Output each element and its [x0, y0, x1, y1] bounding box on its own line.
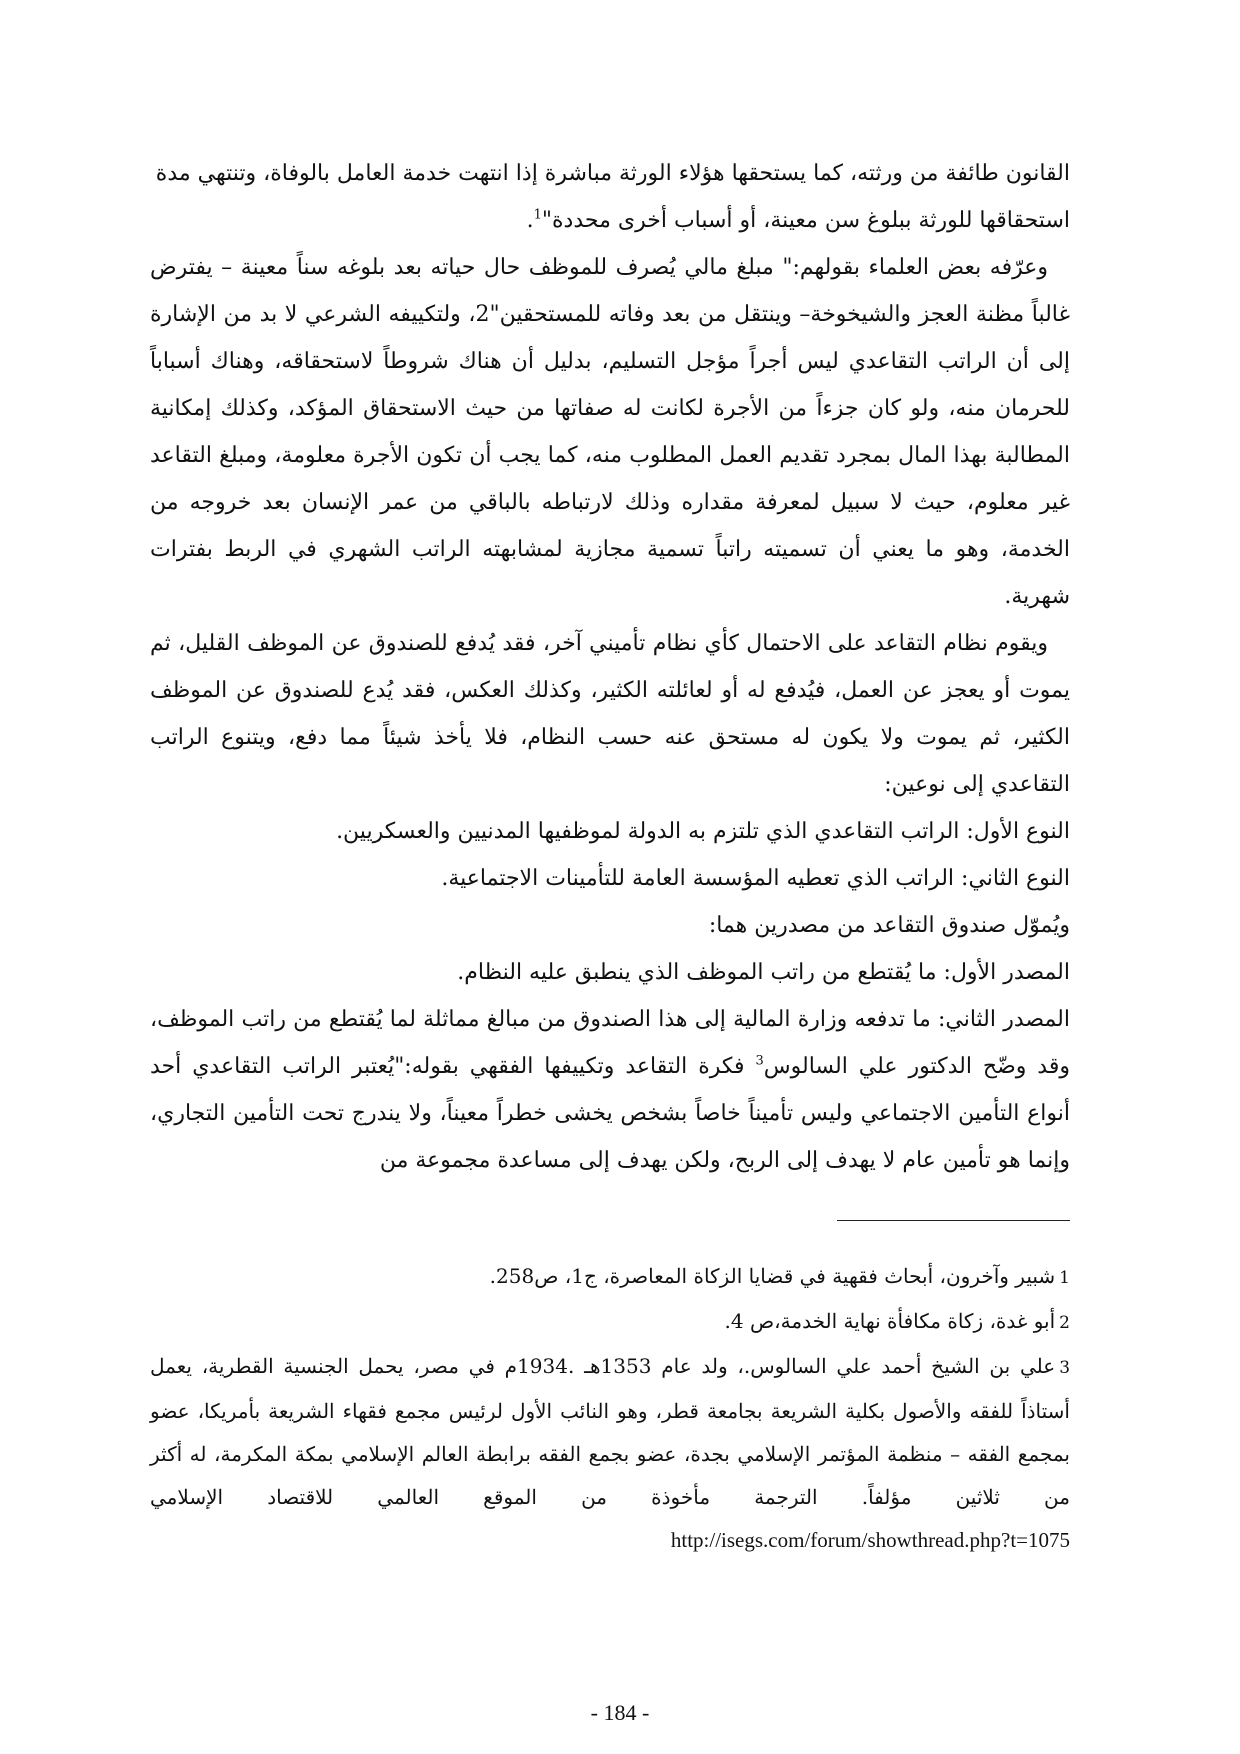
footnote-1	[150, 1255, 1070, 1300]
funding-sources: ويُموّل صندوق التقاعد من مصدرين هما:	[708, 913, 1070, 938]
footnote-3-text: علي بن الشيخ أحمد علي السالوس.، ولد عام 1353هـ .1934م في مصر، يحمل الجنسية القطرية، يعمل أستاذاً للفقه والأصول بكلية الشريعة بجامعة قطر، وهو النائب الأول لرئيس مجمع فقهاء الشريعة بأمريكا، عضو بمجمع الفقه – منظمة المؤتمر الإسلامي بجدة، عضو بجمع الفقه برابطة العالم الإسلامي بمكة المكرمة، له أكثر من ثلاثين مؤلفاً. الترجمة مأخوذة من الموقع العالمي للاقتصاد الإسلامي	[150, 1354, 1070, 1509]
footnote-2	[150, 1300, 1070, 1345]
source-two-text-a: المصدر الثاني: ما تدفعه وزارة المالية إلى هذا الصندوق من مبالغ مماثلة لما يُقتطع من راتب الموظف، وقد وضّح الدكتور علي السالوس	[150, 1007, 1070, 1079]
paragraph-1-line-1: القانون طائفة من ورثته، كما يستحقها هؤلاء الورثة مباشرة إذا انتهت خدمة العامل بالوفاة، وتنتهي مدة	[155, 161, 1070, 186]
paragraph-3: ويقوم نظام التقاعد على الاحتمال كأي نظام تأميني آخر، فقد يُدفع للصندوق عن الموظف القليل، ثم يموت أو يعجز عن العمل، فيُدفع له أو لعائلته الكثير، وكذلك العكس، فقد يُدع للصندوق عن الموظف الكثير، ثم يموت ولا يكون له مستحق عنه حسب النظام، فلا يأخذ شيئاً مما دفع، ويتنوع الراتب التقاعدي إلى نوعين:	[150, 631, 1070, 797]
paragraph-1-line-2: استحقاقها للورثة ببلوغ سن معينة، أو أسباب أخرى محددة"	[541, 208, 1070, 233]
paragraph-1-end: .	[526, 208, 534, 233]
footnote-3-number: 3	[1059, 1358, 1071, 1378]
footnote-1-text: شبير وآخرون، أبحاث فقهية في قضايا الزكاة المعاصرة، ج1، ص258.	[489, 1264, 1056, 1288]
footnotes	[150, 1255, 1070, 1562]
footnote-1-number: 1	[1059, 1268, 1070, 1288]
footnote-separator	[837, 1220, 1070, 1221]
main-text	[150, 150, 1070, 1184]
footnote-3-link[interactable]: http://isegs.com/forum/showthread.php?t=1075	[670, 1528, 1070, 1552]
page-number: - 184 -	[590, 1700, 650, 1725]
footnote-2-number: 2	[1059, 1313, 1070, 1333]
source-two	[150, 996, 1070, 1184]
footnote-2-text: أبو غدة، زكاة مكافأة نهاية الخدمة،ص 4.	[724, 1309, 1056, 1333]
paragraph-1	[150, 150, 1070, 244]
type-one: النوع الأول: الراتب التقاعدي الذي تلتزم به الدولة لموظفيها المدنيين والعسكريين.	[336, 819, 1070, 844]
paragraph-2: وعرّفه بعض العلماء بقولهم:" مبلغ مالي يُصرف للموظف حال حياته بعد بلوغه سناً معينة – يفترض غالباً مظنة العجز والشيخوخة– وينتقل من بعد وفاته للمستحقين"2، ولتكييفه الشرعي لا بد من الإشارة إلى أن الراتب التقاعدي ليس أجراً مؤجل التسليم، بدليل أن هناك شروطاً لاستحقاقه، وهناك أسباباً للحرمان منه، ولو كان جزءاً من الأجرة لكانت له صفاتها من حيث الاستحقاق المؤكد، وكذلك إمكانية المطالبة بهذا المال بمجرد تقديم العمل المطلوب منه، كما يجب أن تكون الأجرة معلومة، ومبلغ التقاعد غير معلوم، حيث لا سبيل لمعرفة مقداره وذلك لارتباطه بالباقي من عمر الإنسان بعد خروجه من الخدمة، وهو ما يعني أن تسميته راتباً تسمية مجازية لمشابهته الراتب الشهري في الربط بفترات شهرية.	[150, 255, 1070, 609]
source-one: المصدر الأول: ما يُقتطع من راتب الموظف الذي ينطبق عليه النظام.	[457, 960, 1070, 985]
source-two-text-b: فكرة التقاعد وتكييفها الفقهي بقوله:"يُعتبر الراتب التقاعدي أحد أنواع التأمين الاجتماعي وليس تأميناً خاصاً بشخص يخشى خطراً معيناً، ولا يندرج تحت التأمين التجاري، وإنما هو تأمين عام لا يهدف إلى الربح، ولكن يهدف إلى مساعدة مجموعة من	[150, 1054, 1070, 1173]
footnote-ref-1[interactable]: 1	[533, 207, 542, 223]
footnote-ref-3[interactable]: 3	[755, 1053, 764, 1069]
type-two: النوع الثاني: الراتب الذي تعطيه المؤسسة العامة للتأمينات الاجتماعية.	[441, 866, 1070, 891]
footnote-3	[150, 1345, 1070, 1562]
